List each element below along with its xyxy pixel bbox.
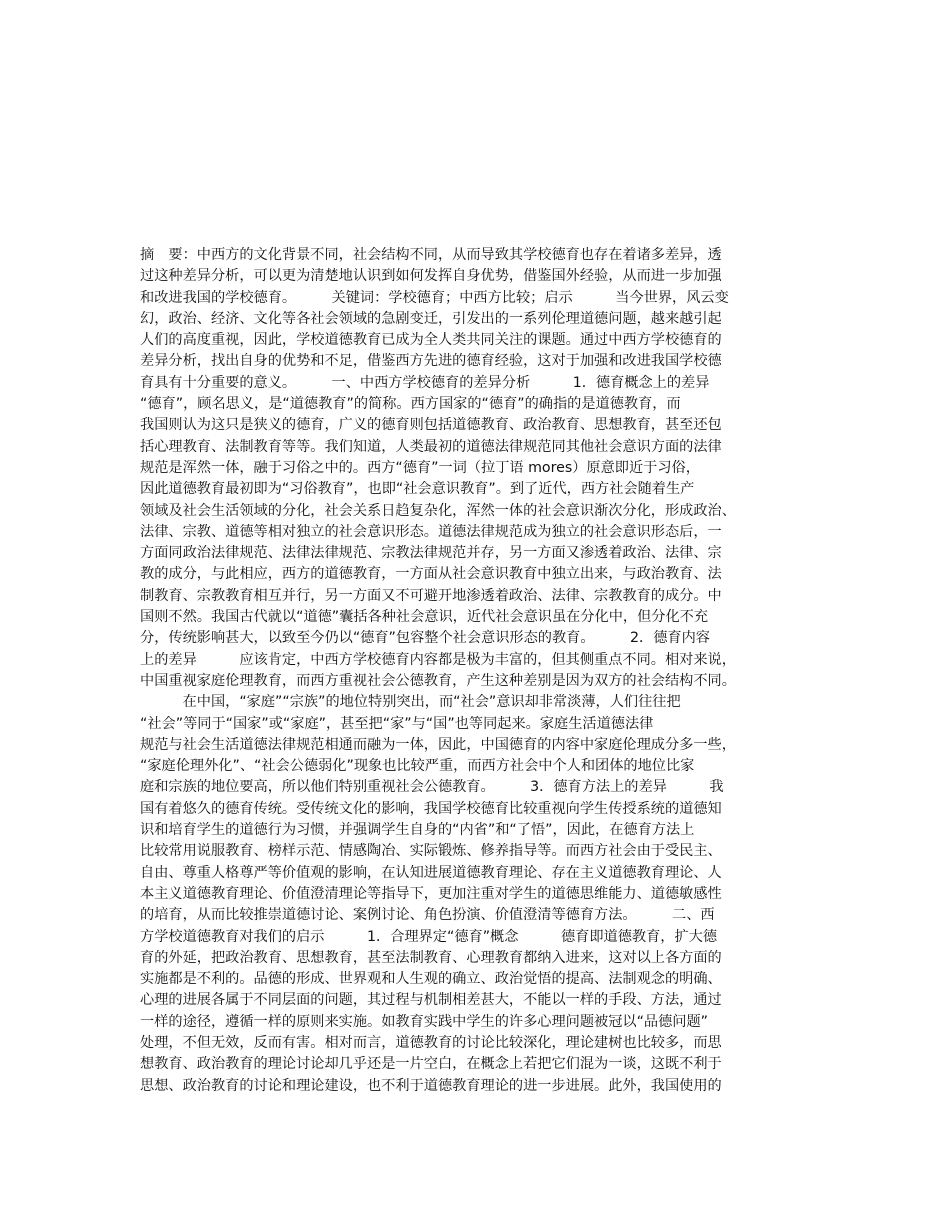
- body-text-line: 本主义道德教育理论、价值澄清理论等指导下，更加注重对学生的道德思维能力、道德敏感性: [140, 885, 722, 902]
- body-text-line: 我国则认为这只是狭义的德育，广义的德育则包括道德教育、政治教育、思想教育，甚至还包: [140, 417, 722, 434]
- body-text-line: 差异分析，找出自身的优势和不足，借鉴西方先进的德育经验，这对于加强和改进我国学校德: [140, 353, 722, 370]
- document-body: [140, 245, 812, 1097]
- body-text-line: 国则不然。我国古代就以“道德”囊括各种社会意识，近代社会意识虽在分化中，但分化不充: [140, 609, 709, 626]
- body-text-line: 摘 要：中西方的文化背景不同，社会结构不同，从而导致其学校德育也存在着诸多差异，透: [140, 247, 722, 263]
- body-text-line: 规范与社会生活道德法律规范相通而融为一体，因此，中国德育的内容中家庭伦理成分多一些，: [140, 736, 736, 753]
- body-text-line: “德育”，顾名思义，是“道德教育”的简称。西方国家的“德育”的确指的是道德教育，而: [140, 396, 681, 413]
- body-text-line: 育具有十分重要的意义。 一、中西方学校德育的差异分析 1．德育概念上的差异: [140, 374, 710, 391]
- body-text-line: 思想、政治教育的讨论和理论建设，也不利于道德教育理论的进一步进展。此外，我国使用的: [140, 1077, 722, 1094]
- body-text-line: 心理的进展各属于不同层面的问题，其过程与机制相差甚大，不能以一样的手段、方法，通过: [140, 992, 722, 1009]
- body-text-line: 自由、尊重人格尊严等价值观的影响，在认知进展道德教育理论、存在主义道德教育理论、人: [140, 864, 722, 881]
- body-text-line: 分，传统影响甚大，以致至今仍以“德育”包容整个社会意识形态的教育。 2．德育内容: [140, 630, 710, 647]
- body-text-line: 方学校道德教育对我们的启示 1．合理界定“德育”概念 德育即道德教育，扩大德: [140, 928, 718, 945]
- body-text-line: “家庭伦理外化”、“社会公德弱化”现象也比较严重，而西方社会中个人和团体的地位比家: [140, 758, 695, 775]
- body-text-line: 庭和宗族的地位要高，所以他们特别重视社会公德教育。 3．德育方法上的差异 我: [140, 779, 724, 796]
- body-text-line: 规范是浑然一体，融于习俗之中的。西方“德育”一词（拉丁语 mores）原意即近于习俗，: [140, 459, 700, 476]
- body-text-line: 因此道德教育最初即为“习俗教育”，也即“社会意识教育”。到了近代，西方社会随着生产: [140, 481, 695, 498]
- body-text-line: 识和培育学生的道德行为习惯，并强调学生自身的“内省”和“了悟”，因此，在德育方法上: [140, 822, 695, 839]
- body-text-line: 教的成分，与此相应，西方的道德教育，一方面从社会意识教育中独立出来，与政治教育、法: [140, 566, 722, 583]
- body-text-line: 想教育、政治教育的理论讨论却几乎还是一片空白，在概念上若把它们混为一谈，这既不利于: [140, 1056, 722, 1073]
- body-text-line: 实施都是不利的。品德的形成、世界观和人生观的确立、政治觉悟的提高、法制观念的明确、: [140, 971, 722, 988]
- body-text-line: 上的差异 应该肯定，中西方学校德育内容都是极为丰富的，但其侧重点不同。相对来说，: [140, 651, 736, 668]
- body-text-line: 处理，不但无效，反而有害。相对而言，道德教育的讨论比较深化，理论建树也比较多，而思: [140, 1034, 722, 1051]
- body-text-line: 育的外延，把政治教育、思想教育，甚至法制教育、心理教育都纳入进来，这对以上各方面的: [140, 949, 722, 966]
- body-text-line: 方面同政治法律规范、法律法律规范、宗教法律规范并存，另一方面又渗透着政治、法律、宗: [140, 545, 722, 562]
- body-text-line: 一样的途径，遵循一样的原则来实施。如教育实践中学生的许多心理问题被冠以“品德问题”: [140, 1013, 709, 1030]
- body-text-line: 国有着悠久的德育传统。受传统文化的影响，我国学校德育比较重视向学生传授系统的道德知: [140, 800, 722, 817]
- body-text-line: 的培育，从而比较推崇道德讨论、案例讨论、角色扮演、价值澄清等德育方法。 二、西: [140, 907, 715, 924]
- body-text-line: 比较常用说服教育、榜样示范、情感陶冶、实际锻炼、修养指导等。而西方社会由于受民主、: [140, 843, 722, 860]
- body-text-line: 人们的高度重视，因此，学校道德教育已成为全人类共同关注的课题。通过中西方学校德育的: [140, 332, 722, 349]
- body-text-line: 括心理教育、法制教育等等。我们知道，人类最初的道德法律规范同其他社会意识方面的法律: [140, 438, 722, 455]
- body-text-line: 中国重视家庭伦理教育，而西方重视社会公德教育，产生这种差别是因为双方的社会结构不同。: [140, 672, 736, 689]
- body-text-line: 幻，政治、经济、文化等各社会领域的急剧变迁，引发出的一系列伦理道德问题，越来越引起: [140, 310, 722, 327]
- body-text-line: 和改进我国的学校德育。 关键词：学校德育；中西方比较；启示 当今世界，风云变: [140, 289, 729, 306]
- body-text-line: 在中国，“家庭”“宗族”的地位特别突出，而“社会”意识却非常淡薄，人们往往把: [140, 694, 681, 711]
- body-text-line: 领域及社会生活领域的分化，社会关系日趋复杂化，浑然一体的社会意识渐次分化，形成政治、: [140, 502, 736, 519]
- body-text-line: 制教育、宗教教育相互并行，另一方面又不可避开地渗透着政治、法律、宗教教育的成分。中: [140, 587, 722, 604]
- body-text-line: 过这种差异分析，可以更为清楚地认识到如何发挥自身优势，借鉴国外经验，从而进一步加强: [140, 268, 722, 285]
- body-text-line: 法律、宗教、道德等相对独立的社会意识形态。道德法律规范成为独立的社会意识形态后，一: [140, 523, 722, 540]
- body-text-line: “社会”等同于“国家”或“家庭”，甚至把“家”与“国”也等同起来。家庭生活道德法律: [140, 715, 654, 732]
